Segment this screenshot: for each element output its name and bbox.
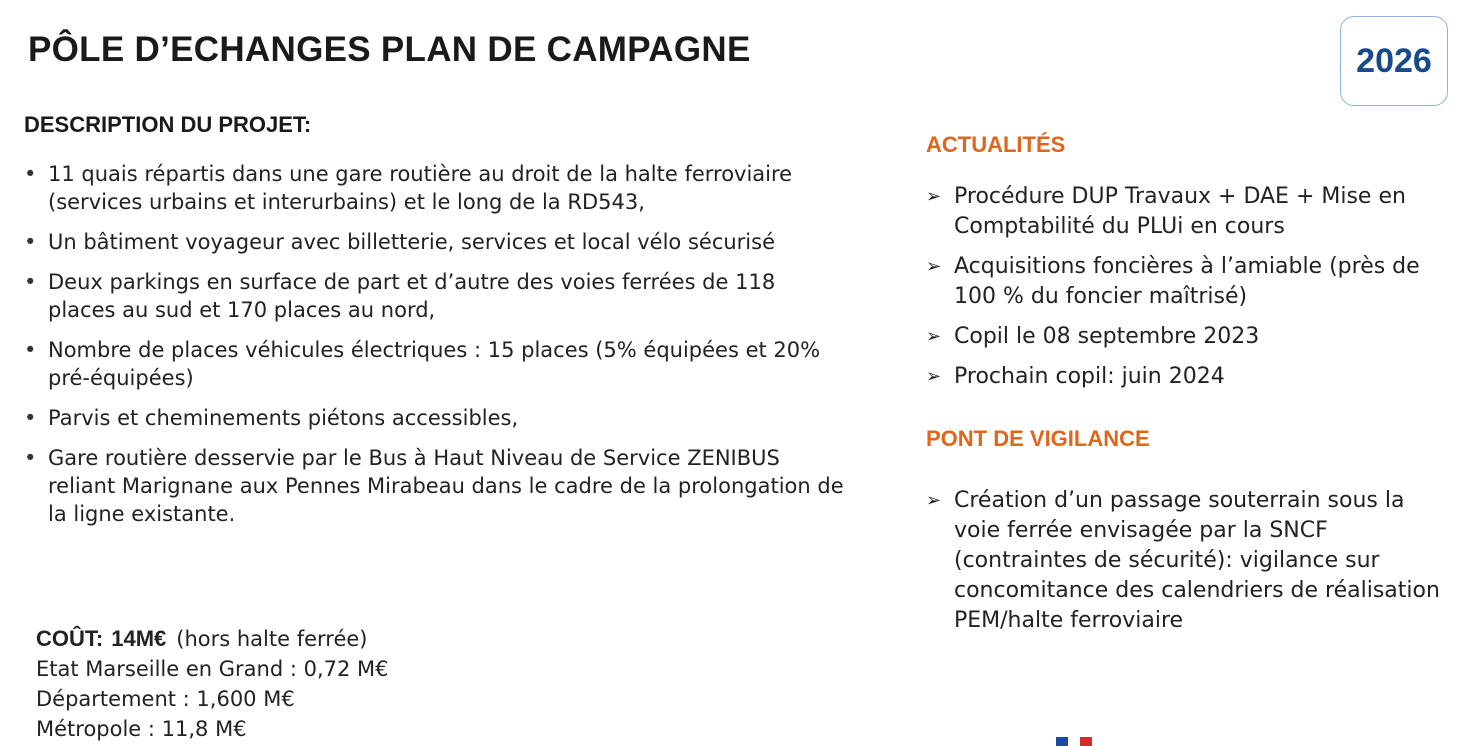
bullet-icon: •	[24, 446, 37, 470]
description-item	[18, 404, 848, 432]
cost-line-etat: Etat Marseille en Grand : 0,72 M€	[36, 657, 389, 681]
arrow-bullet-icon: ➢	[926, 490, 942, 511]
cost-header	[36, 624, 389, 654]
description-title: DESCRIPTION DU PROJET:	[24, 112, 312, 137]
bullet-icon: •	[24, 162, 37, 186]
description-item	[18, 228, 848, 256]
year-badge	[1340, 16, 1448, 106]
bullet-icon: •	[24, 270, 37, 294]
news-title: ACTUALITÉS	[926, 132, 1066, 157]
description-item	[18, 160, 848, 216]
description-item-text: Deux parkings en surface de part et d’autre des voies ferrées de 118 places au sud et 170 places au nord,	[48, 270, 776, 322]
bullet-icon: •	[24, 406, 37, 430]
vigilance-item	[926, 486, 1451, 636]
cost-amount: 14M€	[111, 626, 167, 651]
description-list	[18, 160, 848, 540]
cost-line-metropole: Métropole : 11,8 M€	[36, 717, 247, 741]
french-flag-icon	[1056, 737, 1092, 746]
arrow-bullet-icon: ➢	[926, 326, 942, 347]
page-title: PÔLE D’ECHANGES PLAN DE CAMPAGNE	[28, 30, 751, 69]
news-item	[926, 182, 1451, 242]
news-item	[926, 252, 1451, 312]
description-item	[18, 268, 848, 324]
news-item-text: Procédure DUP Travaux + DAE + Mise en Comptabilité du PLUi en cours	[954, 184, 1406, 239]
description-item-text: Un bâtiment voyageur avec billetterie, services et local vélo sécurisé	[48, 230, 776, 254]
cost-label: COÛT:	[36, 626, 104, 651]
bullet-icon: •	[24, 230, 37, 254]
arrow-bullet-icon: ➢	[926, 256, 942, 277]
cost-note: (hors halte ferrée)	[176, 627, 368, 651]
news-item	[926, 322, 1451, 352]
vigilance-list	[926, 486, 1451, 646]
news-item-text: Copil le 08 septembre 2023	[954, 324, 1260, 349]
news-item	[926, 362, 1451, 392]
description-item	[18, 336, 848, 392]
arrow-bullet-icon: ➢	[926, 366, 942, 387]
description-item-text: 11 quais répartis dans une gare routière au droit de la halte ferroviaire (services urbains et interurbains) et le long de la RD543,	[48, 162, 793, 214]
description-item-text: Gare routière desservie par le Bus à Haut Niveau de Service ZENIBUS reliant Marignane aux Pennes Mirabeau dans le cadre de la prolongation de la ligne existante.	[48, 446, 844, 526]
bullet-icon: •	[24, 338, 37, 362]
year-label: 2026	[1356, 41, 1432, 80]
description-item	[18, 444, 848, 528]
news-item-text: Prochain copil: juin 2024	[954, 364, 1225, 389]
vigilance-title: PONT DE VIGILANCE	[926, 426, 1150, 451]
arrow-bullet-icon: ➢	[926, 186, 942, 207]
description-item-text: Nombre de places véhicules électriques : 15 places (5% équipées et 20% pré-équipées)	[48, 338, 821, 390]
news-list	[926, 182, 1451, 402]
vigilance-item-text: Création d’un passage souterrain sous la voie ferrée envisagée par la SNCF (contraintes de sécurité): vigilance sur concomitance des calendriers de réalisation PEM/halte ferroviaire	[954, 488, 1440, 633]
cost-line-departement: Département : 1,600 M€	[36, 687, 295, 711]
description-item-text: Parvis et cheminements piétons accessibles,	[48, 406, 519, 430]
cost-block	[36, 624, 389, 744]
news-item-text: Acquisitions foncières à l’amiable (près de 100 % du foncier maîtrisé)	[954, 254, 1420, 309]
